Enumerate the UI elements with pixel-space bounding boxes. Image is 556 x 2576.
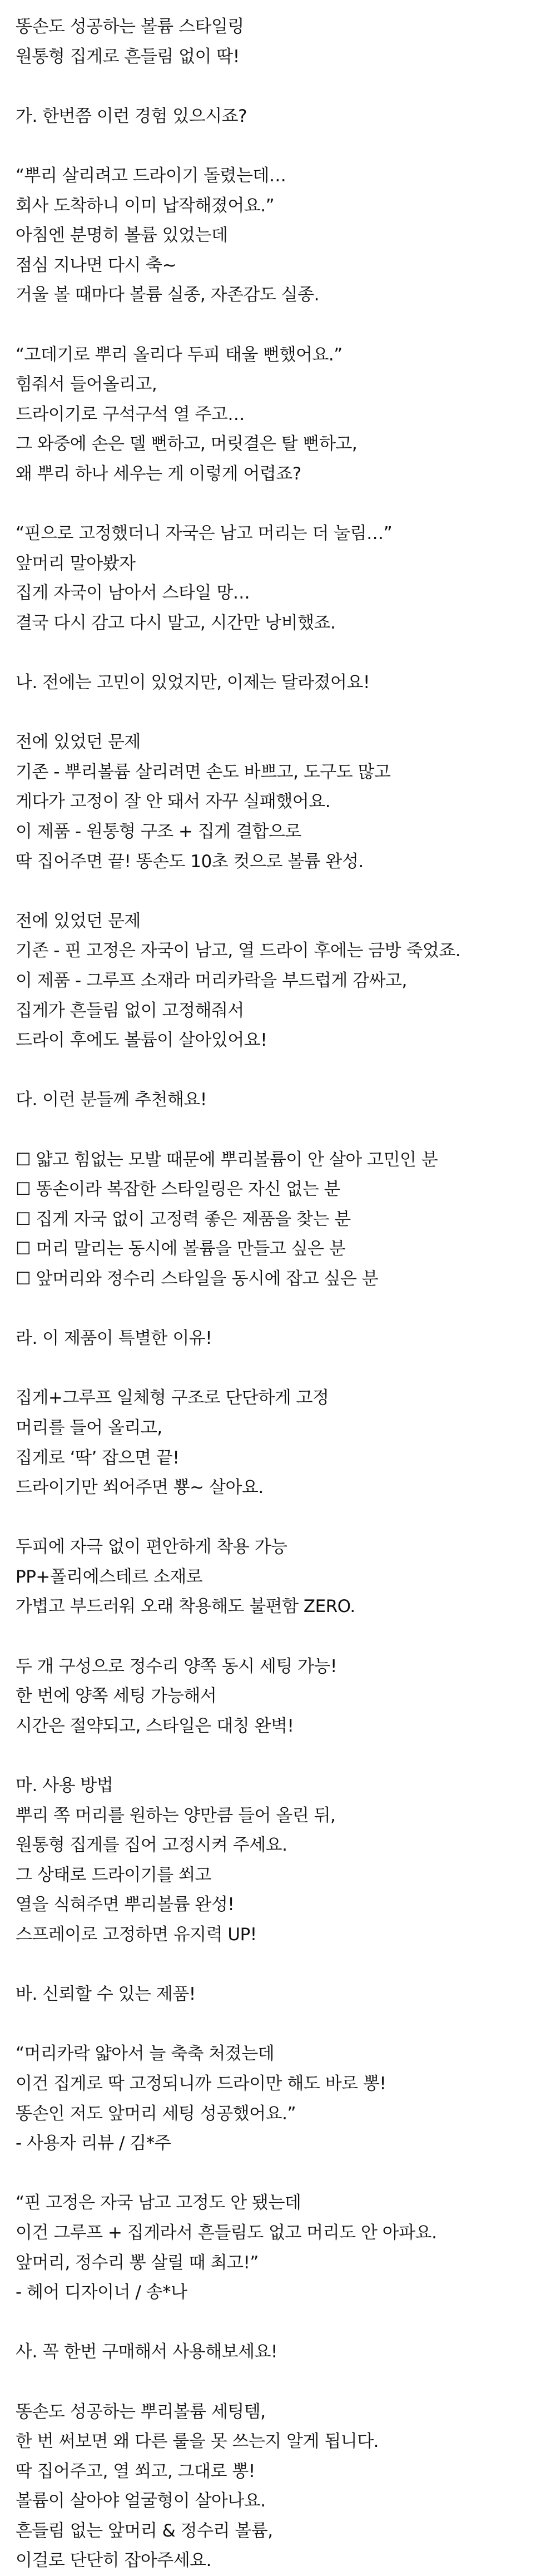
text-line: 앞머리 말아봤자 xyxy=(16,549,544,579)
text-line: 아침엔 분명히 볼륨 있었는데 xyxy=(16,221,544,251)
text-line: 기존 - 뿌리볼륨 살리려면 손도 바쁘고, 도구도 많고 xyxy=(16,758,544,788)
paragraph xyxy=(16,907,544,1056)
text-line: 집게로 ‘딱’ 잡으면 끝! xyxy=(16,1443,544,1474)
paragraph xyxy=(16,2397,544,2576)
text-line: 드라이기만 쐬어주면 뿅~ 살아요. xyxy=(16,1473,544,1503)
paragraph xyxy=(16,1383,544,1502)
text-line: 이걸로 단단히 잡아주세요. xyxy=(16,2546,544,2576)
text-line: 기존 - 핀 고정은 자국이 남고, 열 드라이 후에는 금방 죽었죠. xyxy=(16,936,544,966)
text-line: 이건 그루프 + 집게라서 흔들림도 없고 머리도 안 아파요. xyxy=(16,2218,544,2248)
text-line: 흔들림 없는 앞머리 & 정수리 볼륨, xyxy=(16,2516,544,2547)
text-line: “핀 고정은 자국 남고 고정도 안 됐는데 xyxy=(16,2188,544,2218)
paragraph-gap xyxy=(16,877,544,907)
text-line: 바. 신뢰할 수 있는 제품! xyxy=(16,1980,544,2010)
text-line: 거울 볼 때마다 볼륨 실종, 자존감도 실종. xyxy=(16,280,544,310)
text-line: 이 제품 - 그루프 소재라 머리카락을 부드럽게 감싸고, xyxy=(16,966,544,996)
text-line: “고데기로 뿌리 올리다 두피 태울 뻔했어요.” xyxy=(16,340,544,370)
text-line: 원통형 집게로 흔들림 없이 딱! xyxy=(16,42,544,72)
paragraph xyxy=(16,728,544,877)
text-line: 딱 집어주고, 열 쐬고, 그대로 뽕! xyxy=(16,2457,544,2487)
text-line: 집게 자국이 남아서 스타일 망… xyxy=(16,579,544,609)
text-line: 다. 이런 분들께 추천해요! xyxy=(16,1085,544,1115)
paragraph xyxy=(16,1771,544,1950)
paragraph-gap xyxy=(16,2159,544,2189)
text-line: “뿌리 살리려고 드라이기 돌렸는데… xyxy=(16,161,544,191)
text-line: - 헤어 디자이너 / 송*나 xyxy=(16,2278,544,2308)
text-line: 라. 이 제품이 특별한 이유! xyxy=(16,1324,544,1354)
paragraph-gap xyxy=(16,1622,544,1652)
paragraph xyxy=(16,1652,544,1742)
text-line: 이 제품 - 원통형 구조 + 집게 결합으로 xyxy=(16,817,544,847)
text-line: ☐ 얇고 힘없는 모발 때문에 뿌리볼륨이 안 살아 고민인 분 xyxy=(16,1145,544,1175)
text-line: ☐ 집게 자국 없이 고정력 좋은 제품을 찾는 분 xyxy=(16,1205,544,1235)
text-line: “머리카락 얇아서 늘 축축 처졌는데 xyxy=(16,2039,544,2069)
text-line: 뿌리 쪽 머리를 원하는 양만큼 들어 올린 뒤, xyxy=(16,1801,544,1831)
text-line: 두 개 구성으로 정수리 양쪽 동시 세팅 가능! xyxy=(16,1652,544,1682)
paragraph-gap xyxy=(16,490,544,520)
text-line: 드라이 후에도 볼륨이 살아있어요! xyxy=(16,1026,544,1056)
paragraph xyxy=(16,1085,544,1115)
paragraph xyxy=(16,519,544,638)
text-line: 가볍고 부드러워 오래 착용해도 불편함 ZERO. xyxy=(16,1592,544,1622)
text-line: 똥손도 성공하는 뿌리볼륨 세팅템, xyxy=(16,2397,544,2427)
text-line: 마. 사용 방법 xyxy=(16,1771,544,1801)
text-line: 한 번에 양쪽 세팅 가능해서 xyxy=(16,1682,544,1712)
text-line: ☐ 앞머리와 정수리 스타일을 동시에 잡고 싶은 분 xyxy=(16,1264,544,1294)
text-line: 그 와중에 손은 델 뻔하고, 머릿결은 탈 뻔하고, xyxy=(16,429,544,459)
paragraph-gap xyxy=(16,1056,544,1086)
document-body xyxy=(16,12,544,2576)
text-line: ☐ 머리 말리는 동시에 볼륨을 만들고 싶은 분 xyxy=(16,1234,544,1264)
paragraph-gap xyxy=(16,1115,544,1145)
paragraph-gap xyxy=(16,310,544,340)
text-line: 가. 한번쯤 이런 경험 있으시죠? xyxy=(16,102,544,132)
paragraph xyxy=(16,2039,544,2158)
text-line: 딱 집어주면 끝! 똥손도 10초 컷으로 볼륨 완성. xyxy=(16,847,544,877)
text-line: 열을 식혀주면 뿌리볼륨 완성! xyxy=(16,1890,544,1920)
paragraph xyxy=(16,1145,544,1294)
text-line: 게다가 고정이 잘 안 돼서 자꾸 실패했어요. xyxy=(16,787,544,817)
paragraph xyxy=(16,12,544,72)
paragraph xyxy=(16,1532,544,1622)
text-line: 왜 뿌리 하나 세우는 게 이렇게 어렵죠? xyxy=(16,459,544,490)
paragraph-gap xyxy=(16,1741,544,1771)
text-line: 스프레이로 고정하면 유지력 UP! xyxy=(16,1920,544,1950)
paragraph xyxy=(16,161,544,310)
text-line: 시간은 절약되고, 스타일은 대칭 완벽! xyxy=(16,1712,544,1742)
text-line: 집게가 흔들림 없이 고정해줘서 xyxy=(16,996,544,1026)
text-line: 전에 있었던 문제 xyxy=(16,907,544,937)
text-line: 볼륨이 살아야 얼굴형이 살아나요. xyxy=(16,2486,544,2516)
text-line: - 사용자 리뷰 / 김*주 xyxy=(16,2129,544,2159)
paragraph-gap xyxy=(16,1950,544,1980)
paragraph-gap xyxy=(16,72,544,102)
text-line: 한 번 써보면 왜 다른 룰을 못 쓰는지 알게 됩니다. xyxy=(16,2427,544,2457)
text-line: 앞머리, 정수리 뽕 살릴 때 최고!” xyxy=(16,2248,544,2278)
paragraph-gap xyxy=(16,698,544,728)
paragraph-gap xyxy=(16,2010,544,2040)
text-line: “핀으로 고정했더니 자국은 남고 머리는 더 눌림…” xyxy=(16,519,544,549)
paragraph-gap xyxy=(16,2308,544,2338)
paragraph xyxy=(16,1324,544,1354)
text-line: 똥손인 저도 앞머리 세팅 성공했어요.” xyxy=(16,2099,544,2129)
text-line: 나. 전에는 고민이 있었지만, 이제는 달라졌어요! xyxy=(16,668,544,698)
paragraph xyxy=(16,2188,544,2307)
text-line: PP+폴리에스테르 소재로 xyxy=(16,1563,544,1593)
text-line: 이건 집게로 딱 고정되니까 드라이만 해도 바로 뽕! xyxy=(16,2069,544,2099)
text-line: 두피에 자극 없이 편안하게 착용 가능 xyxy=(16,1532,544,1563)
paragraph xyxy=(16,340,544,490)
paragraph xyxy=(16,1980,544,2010)
text-line: 사. 꼭 한번 구매해서 사용해보세요! xyxy=(16,2337,544,2367)
text-line: 점심 지나면 다시 축~ xyxy=(16,251,544,281)
text-line: 집게+그루프 일체형 구조로 단단하게 고정 xyxy=(16,1383,544,1413)
text-line: 원통형 집게를 집어 고정시켜 주세요. xyxy=(16,1831,544,1861)
text-line: 드라이기로 구석구석 열 주고… xyxy=(16,400,544,430)
paragraph xyxy=(16,102,544,132)
paragraph-gap xyxy=(16,638,544,668)
text-line: 결국 다시 감고 다시 말고, 시간만 낭비했죠. xyxy=(16,609,544,639)
text-line: 전에 있었던 문제 xyxy=(16,728,544,758)
text-line: ☐ 똥손이라 복잡한 스타일링은 자신 없는 분 xyxy=(16,1175,544,1205)
paragraph xyxy=(16,2337,544,2367)
paragraph xyxy=(16,668,544,698)
paragraph-gap xyxy=(16,2367,544,2397)
text-line: 머리를 들어 올리고, xyxy=(16,1413,544,1443)
paragraph-gap xyxy=(16,1503,544,1533)
paragraph-gap xyxy=(16,131,544,161)
paragraph-gap xyxy=(16,1354,544,1384)
text-line: 힘줘서 들어올리고, xyxy=(16,370,544,400)
text-line: 회사 도착하니 이미 납작해졌어요.” xyxy=(16,191,544,221)
text-line: 똥손도 성공하는 볼륨 스타일링 xyxy=(16,12,544,42)
paragraph-gap xyxy=(16,1294,544,1324)
text-line: 그 상태로 드라이기를 쐬고 xyxy=(16,1861,544,1891)
